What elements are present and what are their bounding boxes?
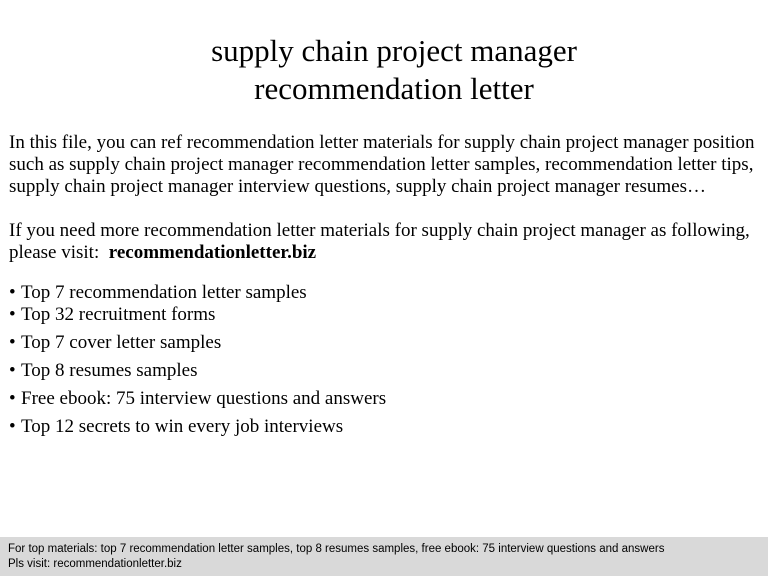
bullet-icon: • (9, 360, 16, 381)
bullet-icon: • (9, 416, 16, 437)
list-item-text: Free ebook: 75 interview questions and answers (21, 388, 387, 409)
list-item-text: Top 12 secrets to win every job interviews (21, 416, 344, 437)
footer-line-1: For top materials: top 7 recommendation letter samples, top 8 resumes samples, free ebook: 75 interview questions and answers (8, 543, 665, 555)
list-item (9, 304, 761, 326)
bullet-icon: • (9, 332, 16, 353)
list-item-text: Top 7 cover letter samples (21, 332, 222, 353)
bullet-icon: • (9, 282, 16, 303)
footer-bar (0, 537, 768, 576)
list-item (9, 416, 761, 438)
list-item-text: Top 8 resumes samples (21, 360, 198, 381)
list-item (9, 332, 761, 354)
body-text (9, 132, 761, 438)
resource-list (9, 282, 761, 438)
bullet-icon: • (9, 304, 16, 325)
slide-title (0, 32, 768, 108)
list-item (9, 360, 761, 382)
paragraph-spacer (9, 198, 761, 220)
footer-line-2: Pls visit: recommendationletter.biz (8, 558, 182, 570)
visit-paragraph-text: If you need more recommendation letter materials for supply chain project manager as following, please visit: (9, 220, 750, 263)
website-link[interactable]: recommendationletter.biz (108, 242, 317, 263)
list-item-text: Top 7 recommendation letter samples (21, 282, 307, 303)
list-item (9, 388, 761, 410)
list-item (9, 282, 761, 304)
title-line-1: supply chain project manager (211, 33, 577, 68)
list-item-text: Top 32 recruitment forms (21, 304, 216, 325)
title-line-2: recommendation letter (254, 71, 534, 106)
bullet-icon: • (9, 388, 16, 409)
intro-paragraph: In this file, you can ref recommendation letter materials for supply chain project manager position such as supply chain project manager recommendation letter samples, recommendation letter tips, supply chain project manager interview questions, supply chain project manager resumes… (9, 132, 755, 197)
visit-paragraph (9, 220, 761, 264)
